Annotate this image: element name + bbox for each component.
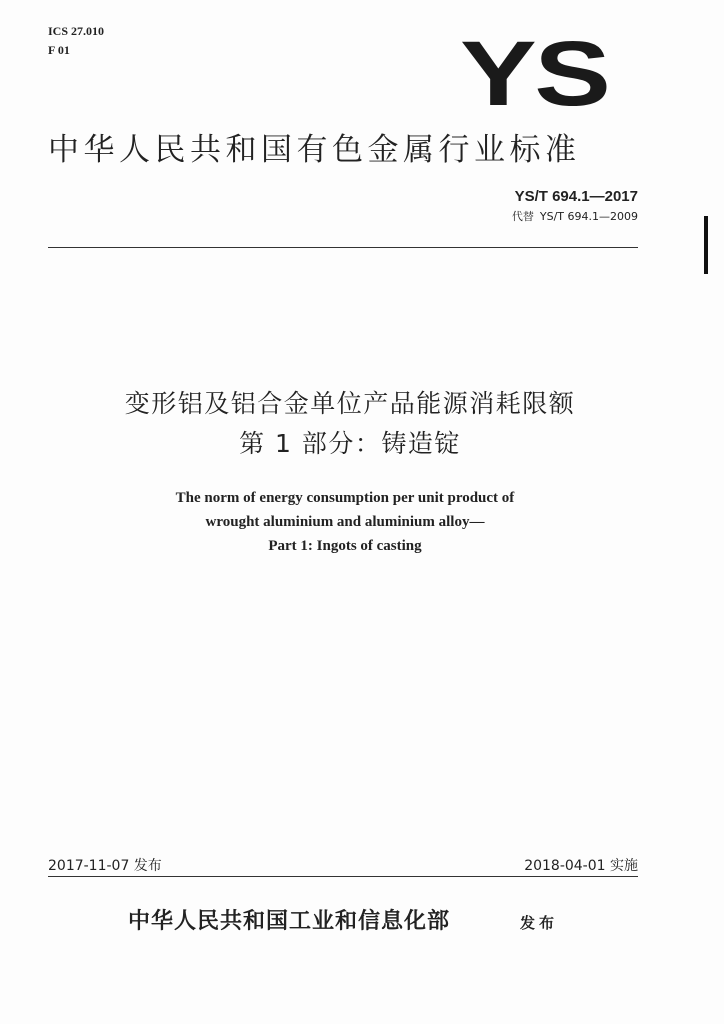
- standard-number: YS/T 694.1—2017: [514, 188, 638, 205]
- chinese-title-line-1: 变形铝及铝合金单位产品能源消耗限额: [124, 389, 576, 418]
- english-title-line-1: The norm of energy consumption per unit product of: [175, 490, 515, 506]
- issue-date: 2017-11-07 发布: [48, 858, 162, 874]
- english-title-line-3: Part 1: Ingots of casting: [268, 538, 422, 554]
- side-margin-mark: [704, 216, 708, 274]
- bottom-divider: [48, 876, 638, 877]
- top-divider: [48, 247, 638, 248]
- implementation-date: 2018-04-01 实施: [524, 858, 638, 874]
- ccs-code: F 01: [48, 43, 70, 57]
- chinese-title-line-2: 第 1 部分：铸造锭: [239, 429, 461, 458]
- publisher-name: 中华人民共和国工业和信息化部: [128, 908, 451, 934]
- replaces-number: YS/T 694.1—2009: [539, 210, 638, 223]
- publish-label: 发布: [520, 914, 559, 932]
- ics-code: ICS 27.010: [48, 24, 105, 38]
- replaces-label: 代替: [511, 210, 534, 223]
- ys-logo: YS: [460, 23, 609, 125]
- english-title-line-2: wrought aluminium and aluminium alloy—: [205, 514, 485, 530]
- chinese-title: [0, 384, 700, 464]
- replaces-line: [512, 208, 638, 224]
- classification-codes: [48, 22, 104, 60]
- english-title: [0, 486, 690, 558]
- org-title: 中华人民共和国有色金属行业标准: [48, 132, 581, 168]
